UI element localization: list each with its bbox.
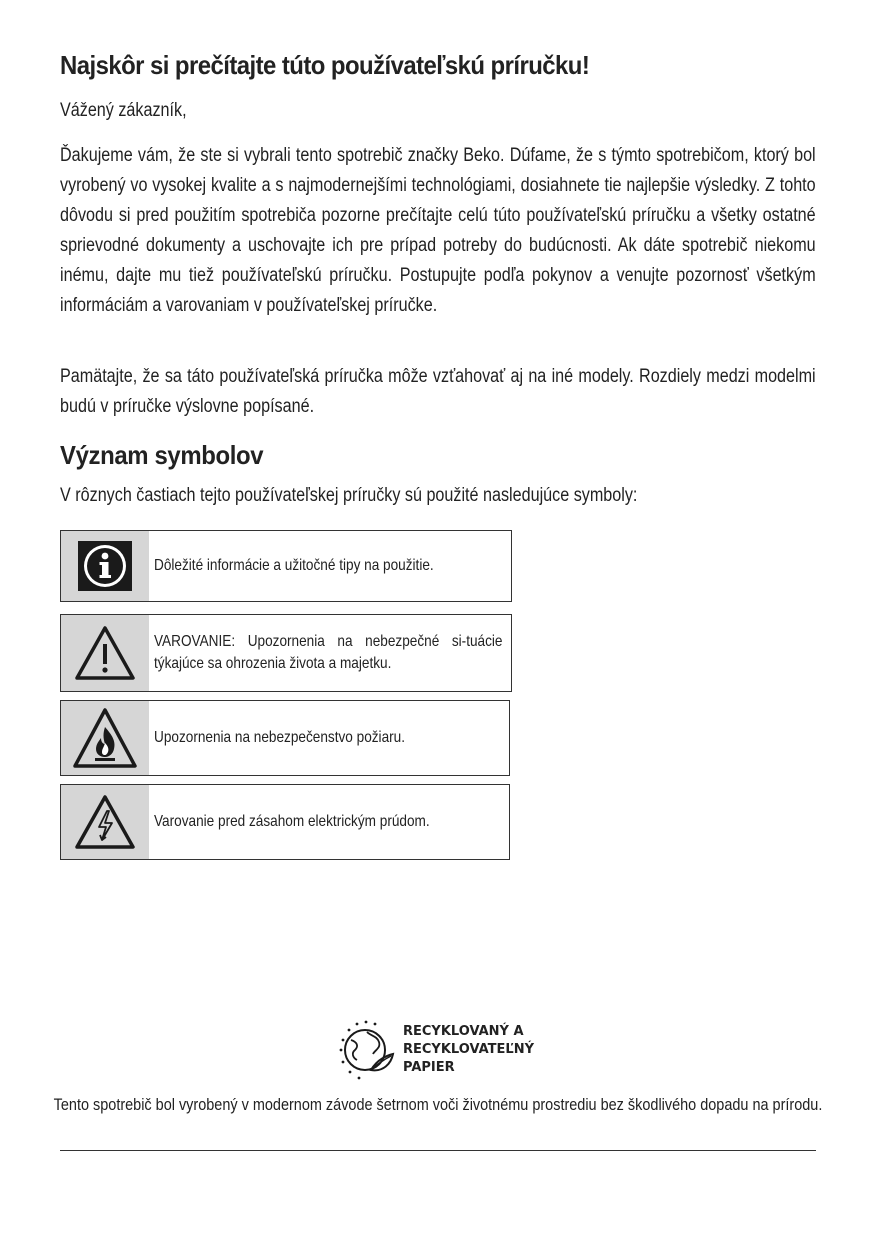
symbol-description: VAROVANIE: Upozornenia na nebezpečné si-tuácie týkajúce sa ohrozenia života a majetku.	[154, 633, 503, 672]
recycle-label-line: RECYKLOVATEĽNÝ	[403, 1042, 534, 1057]
electric-shock-icon	[61, 785, 149, 859]
symbol-row-warning	[60, 614, 512, 692]
symbol-description: Upozornenia na nebezpečenstvo požiaru.	[154, 729, 406, 746]
recycled-paper-badge	[337, 1018, 534, 1082]
recycle-globe-icon	[337, 1018, 397, 1082]
warning-icon	[61, 615, 149, 691]
greeting: Vážený zákazník,	[60, 100, 187, 121]
environment-note: Tento spotrebič bol vyrobený v modernom závode šetrnom voči životnému prostrediu bez škodlivého dopadu na prírodu.	[53, 1095, 823, 1114]
intro-paragraph: Ďakujeme vám, že ste si vybrali tento spotrebič značky Beko. Dúfame, že s týmto spotrebičom, ktorý bol vyrobený vo vysokej kvalite a s najmodernejšími technológiami, dosiahnete tie najlepšie výsledky. Z tohto dôvodu si pred použitím spotrebiča pozorne prečítajte celú túto používateľskú príručku a všetky ostatné sprievodné dokumenty a uschovajte ich pre prípad potreby do budúcnosti. Ak dáte spotrebič niekomu inému, dajte mu tiež používateľskú príručku. Postupujte podľa pokynov a venujte pozornosť všetkým informáciám a varovaniam v používateľskej príručke.	[60, 145, 816, 316]
fire-icon	[61, 701, 149, 775]
symbol-row-info	[60, 530, 512, 602]
models-note-paragraph: Pamätajte, že sa táto používateľská príručka môže vzťahovať aj na iné modely. Rozdiely medzi modelmi budú v príručke výslovne popísané.	[60, 366, 816, 417]
recycle-label-line: RECYKLOVANÝ A	[403, 1024, 524, 1039]
page-title: Najskôr si prečítajte túto používateľskú príručku!	[60, 50, 590, 80]
symbol-description: Dôležité informácie a užitočné tipy na použitie.	[154, 557, 434, 574]
info-icon	[61, 531, 149, 601]
footer-divider	[60, 1150, 816, 1151]
symbols-heading: Význam symbolov	[60, 440, 264, 470]
symbol-row-electric	[60, 784, 510, 860]
symbol-description: Varovanie pred zásahom elektrickým prúdom.	[154, 813, 430, 830]
recycle-label-line: PAPIER	[403, 1060, 455, 1075]
symbol-row-fire	[60, 700, 510, 776]
symbols-intro: V rôznych častiach tejto používateľskej príručky sú použité nasledujúce symboly:	[60, 485, 638, 506]
